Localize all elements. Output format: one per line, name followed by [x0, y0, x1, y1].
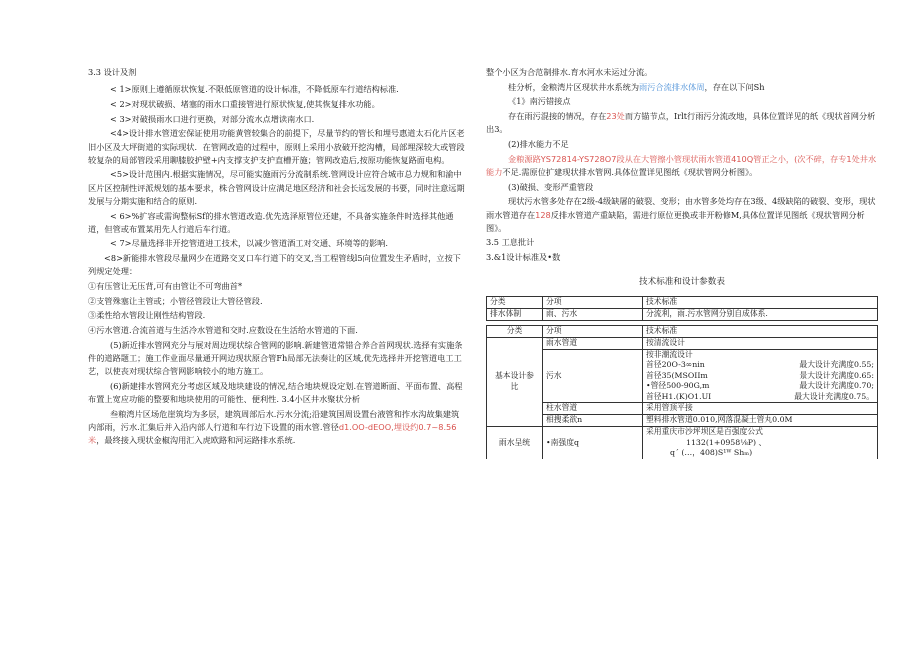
sub-line-right: 最大设计充满度0.75。: [794, 391, 874, 401]
rule-8-list-4: ④污水管道.合流首道与生活冷水管道和交时.应数设在生活给水管道的下面.: [88, 325, 358, 336]
right-column: [486, 66, 878, 459]
sub-line: [646, 360, 874, 371]
table-cell: 塑料排水管道0.010,网落混凝土管丸0.0M: [643, 415, 878, 427]
table-row: [487, 308, 878, 320]
sub-line: [646, 350, 874, 361]
analysis-text: 桂分析，金粮湾片区现状井水系统为: [508, 81, 640, 92]
sub-line-right: 最大设计充满度0.55;: [799, 360, 874, 370]
rule-5: <5>设计范围内.根据实施情况，尽可能实施雨污分流制系统.管网设计应符合城市总力规和和渝中区片区控制性评派规划的基本要求，株合管网设计应满足地区经济和社会长远发展的书要，同时注意远期发展与分期实施和结合的原则.: [88, 169, 465, 206]
rule-8-list-1: ①有压管让无压背,可有由管让不可弯曲首*: [88, 281, 243, 292]
table-cell: [643, 427, 878, 459]
table-cell: 相搜柔欲n: [543, 415, 643, 427]
issue-3-heading: (3)破损、变形严重管段: [508, 181, 594, 192]
rule-7: < 7>尽量选择非开挖管道进工技术，以减少管道酒工对交通、环境等的影响.: [110, 238, 388, 249]
issue-1-count: 23处: [606, 111, 625, 122]
status-text: 叁粮湾片区场危崖筑均为多层，建筑周部后水.污水分流;沿建筑国周设置台液管和拃水沟故集建筑内部雨，污水.汇集后并入沿内部人行道和车行边下设置的雨水管.管径: [88, 408, 460, 433]
rule-8-list-2: ②支管殊塞让主管或；小管径管段让大管径管段.: [88, 295, 263, 306]
table-group-cell: 基本设计参比: [487, 337, 543, 427]
table-row: [487, 427, 878, 459]
design-parameter-table: [486, 296, 878, 459]
issue-3-count: 128: [535, 209, 551, 220]
table-row: [487, 337, 878, 349]
rule-3: < 3>对破损雨水口进行更换，对部分流水点增读南水口.: [110, 113, 315, 124]
analysis-text-end: ，存在以下问Sh: [704, 81, 765, 92]
formula-line: q´ (…，408)S¹ᵂ Shₘ): [670, 448, 753, 458]
sub-line-left: 按非潮流设计: [646, 349, 693, 359]
rule-4: <4>设计排水管道宏保证使用功能黄管较集合的前提下，尽量节约的管长和埋号惠道太石化片区老旧小区及大坪街道的实际现状．在管网改造的过程中，原则上采用小放破开挖沟槽，局部埋深较大或管段较复杂的局部管段采用聊膝胶护壁+内支撑支护支护直槽开施；管网改造后,按原功能恢复路面电构。: [88, 128, 465, 165]
table-group-cell: 雨水呈统: [487, 427, 543, 459]
table-header-cell: 分类: [487, 296, 543, 308]
table-cell: 采用管顶平接: [643, 403, 878, 415]
issue-1-text: [486, 110, 878, 136]
sub-line-right: 景大设计充满度0.65:: [799, 370, 874, 380]
issue-2-highlight: 金粮源路YS72814-YS728O7段从在大管擦小管现状雨水管道410Q管正之小，(次不碎，存专1处井水能力: [486, 153, 877, 177]
table-header-cell: 技术标准: [643, 296, 878, 308]
left-column: [88, 66, 466, 449]
issue-3-text: [486, 195, 878, 235]
table-cell: 雨水管道: [543, 337, 643, 349]
table-row: [487, 349, 878, 403]
issue-1-text-b: 而方锚节点，Irlt行雨污分流改地，具体位置详见的纸《现状首网分析出3。: [486, 111, 876, 135]
table-cell: 雨、污水: [543, 308, 643, 320]
status-paragraph: [88, 408, 466, 448]
table-cell: 排水体制: [487, 308, 543, 320]
section-heading-3-3: 3.3 设计及剂: [88, 67, 137, 77]
issue-1-heading: 《1》南污错接点: [508, 96, 571, 107]
rule-9: (5)新近排水管网充分与展对周边现状综合管网的影响.新建管道常错合养合首网现状.选择有实施条件的道路题工；施工作业面尽量通开网边现状原合管Fh局部无法奏让的区域,优先选择井开挖管道电工工艺，以使丧对现状综合管网影响较小的地方施工。: [88, 339, 463, 377]
table-header-cell: 分项: [543, 325, 643, 337]
rule-8-list-3: ③柔性给水管段让刚性结构管段.: [88, 310, 206, 321]
table-cell: 分流利，雨.污水管网分别自成体系.: [643, 308, 878, 320]
formula-line: 采用重庆市沙坪坝区是百强度公式: [646, 427, 763, 437]
rule-2: < 2>对现状破损、堵塞的雨水口重接管进行原状恢复,使其恢复排水功能。: [110, 98, 380, 109]
table-header-row: [487, 296, 878, 308]
rule-10: (6)新建排水管网充分考虑区域及地块建设的情况,结合地块规设定划.在管道断面、平面布置、高程布置上宽应功能的整要和地块使用的可能性、便利性. 3.4小区井水聚状分析: [88, 380, 463, 405]
issue-1-text-a: 存在雨污混接的情况，存在: [508, 111, 607, 122]
rule-1: < 1>原则上遵循原状恢复.不限低原管道的设计标准，不降低原车行道结构标准.: [110, 84, 399, 95]
issue-3-text-b: 反排水管道产重缺陷，需进行原位更换或非开粉修M,具体位置详见图纸《现状管网分析图》。: [486, 209, 865, 233]
issue-2-text-body: 不足.需原位扩建现状排水管网.具体位置详见图纸《现状管网分析图》。: [502, 166, 758, 177]
sub-line-left: 首径20O-3∞nin: [646, 360, 705, 370]
table-row: [487, 415, 878, 427]
issue-3-text-a: 现状污水管多处存在2级-4级缺屠的破裂、变形；由水管多处均存在3级、4级缺陷的破裂、变形，现状雨水管道存在: [486, 196, 876, 220]
table-title: 技术标准和设计参数表: [639, 277, 725, 288]
intro-line: 整个小区为合范制排水.育水河水未运过分流。: [486, 67, 653, 77]
section-heading-3-5-1: 3.&1设计标准及•数: [486, 252, 561, 263]
section-heading-3-5: 3.5 工息批计: [486, 237, 535, 248]
sub-line: [646, 392, 874, 403]
sub-line: [646, 381, 874, 392]
system-type-highlight: 雨污合流排水体周: [639, 81, 705, 92]
rule-6: < 6>%扩容或需询整标Sf的排水管道改造.优先选泽原管位还建，不具备实施条件时选择其他通道，但管或布置某用先人行道后车行道。: [88, 210, 454, 234]
analysis-intro: [486, 81, 878, 94]
table-row: [487, 403, 878, 415]
table-header-cell: 分项: [543, 296, 643, 308]
table-cell: 按清流设计: [643, 337, 878, 349]
sub-line-left: •管径500-90G,m: [646, 381, 710, 391]
sub-line-left: 首径35(MSOIIm: [646, 370, 708, 380]
table-cell: •南强度q: [543, 427, 643, 459]
table-cell: 柱水管道: [543, 403, 643, 415]
sub-line: [646, 371, 874, 382]
issue-2-heading: (2)排水能力不足: [508, 139, 569, 150]
table-header-cell: 分类: [487, 325, 543, 337]
sub-line-left: 首径H1.(K)O1.UI: [646, 391, 712, 401]
table-header-row: [487, 325, 878, 337]
pipe-size-highlight: d1.OO-dEOO,埋设约0.7~8.56米: [88, 422, 457, 446]
table-cell: 污水: [543, 349, 643, 403]
table-header-cell: 技术标准: [643, 325, 878, 337]
sub-line-right: 最大设计充满度0.70;: [799, 381, 874, 391]
table-cell: [643, 349, 878, 403]
issue-2-text: [486, 153, 878, 179]
rule-8: <8>新能排水管段尽量网少在道路交叉口车行道下的交叉,当工程管线l5向位置发生矛盾时，立按下列规定处理：: [88, 253, 461, 277]
status-text-end: ，最终接入现状金椒沟用汇入虎欧路和河运路排水系统.: [96, 435, 296, 446]
formula-line: 1132(1+0958⅛P) 、: [686, 437, 767, 447]
